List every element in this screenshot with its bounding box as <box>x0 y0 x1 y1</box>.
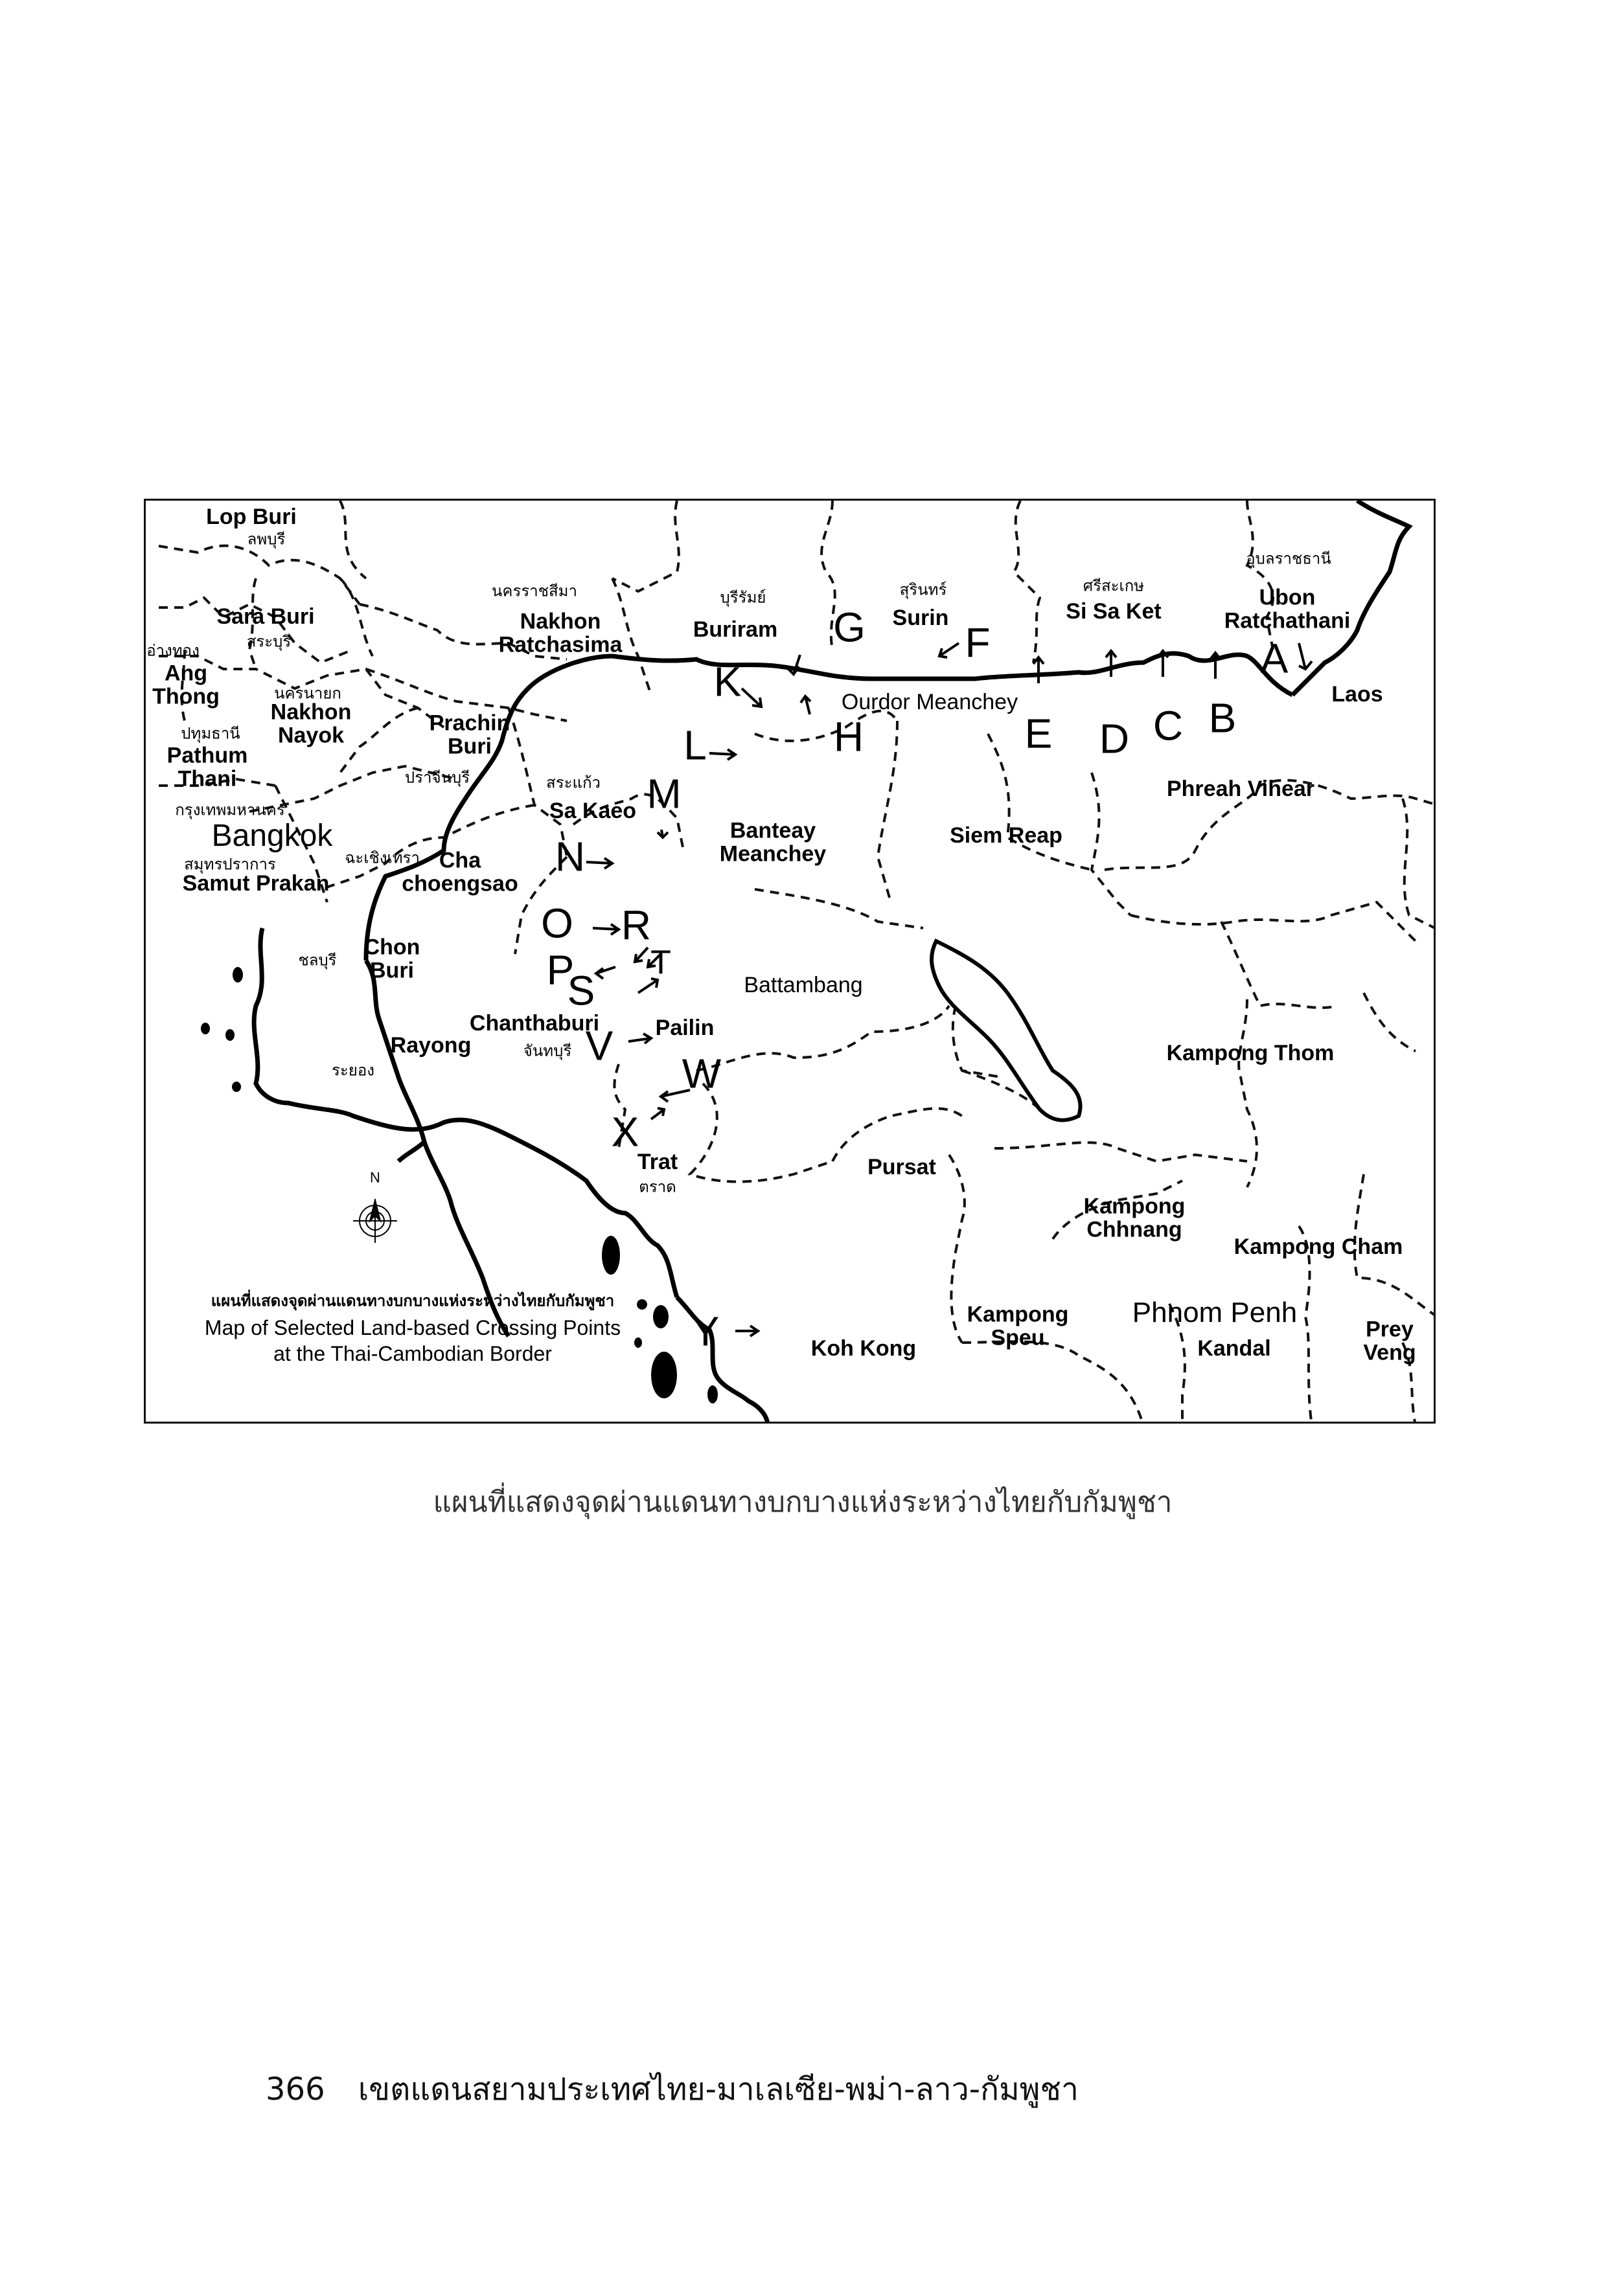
province-label-prey-veng: Prey Veng <box>1363 1317 1416 1365</box>
book-title: เขตแดนสยามประเทศไทย-มาเลเซีย-พม่า-ลาว-กัมพูชา <box>358 2071 1079 2108</box>
province-thai-rayong: ระยอง <box>332 1061 374 1080</box>
crossing-point-a: A <box>1260 635 1289 682</box>
province-label-battambang: Battambang <box>744 973 863 998</box>
compass-north-label: N <box>370 1169 380 1186</box>
province-label-pathum-thani: Pathum Thani <box>166 743 248 791</box>
crossing-point-w: W <box>682 1050 722 1097</box>
crossing-point-d: D <box>1099 715 1130 762</box>
crossing-point-b: B <box>1208 694 1237 742</box>
crossing-point-e: E <box>1024 710 1053 757</box>
province-label-siem-reap: Siem Reap <box>950 823 1062 848</box>
province-label-chanthaburi: Chanthaburi <box>469 1011 600 1036</box>
province-label-lop-buri: Lop Buri <box>206 505 297 530</box>
province-label-kampong-cham: Kampong Cham <box>1233 1234 1403 1260</box>
province-label-koh-kong: Koh Kong <box>810 1336 917 1361</box>
province-label-samut-prakan: Samut Prakan <box>182 871 330 896</box>
crossing-point-s: S <box>567 967 595 1014</box>
province-label-si-sa-ket: Si Sa Ket <box>1066 599 1162 624</box>
province-thai-nakhon-nayok: นครนายก <box>274 684 341 703</box>
province-thai-ang-thong: อ่างทอง <box>146 641 200 660</box>
province-thai-lop-buri: ลพบุรี <box>247 530 286 549</box>
page-footer <box>266 2065 1079 2114</box>
map-caption: แผนที่แสดงจุดผ่านแดนทางบกบางแห่งระหว่างไทยกับกัมพูชา <box>433 1486 1173 1519</box>
province-thai-buriram: บุรีรัมย์ <box>720 588 766 607</box>
compass-rose-icon <box>353 1199 397 1243</box>
crossing-point-y: Y <box>691 1308 720 1355</box>
province-label-pailin: Pailin <box>655 1016 715 1041</box>
province-label-ourdor-meanchey: Ourdor Meanchey <box>841 690 1018 715</box>
crossing-point-v: V <box>585 1022 614 1069</box>
legend-dot <box>637 1299 647 1310</box>
crossing-point-m: M <box>647 770 682 817</box>
province-thai-ubon-ratchathani: อุบลราชธานี <box>1246 549 1331 568</box>
crossing-point-r: R <box>621 902 652 949</box>
province-label-kampong-thom: Kampong Thom <box>1166 1041 1335 1066</box>
country-label-laos: Laos <box>1331 682 1383 707</box>
province-thai-chachoengsao: ฉะเชิงเทรา <box>345 848 420 867</box>
province-thai-pathum-thani: ปทุมธานี <box>181 724 240 743</box>
crossing-point-x: X <box>611 1108 639 1155</box>
province-boundaries <box>159 501 1436 1424</box>
province-thai-sa-kaeo: สระแก้ว <box>546 773 601 792</box>
province-label-bangkok: Bangkok <box>211 818 333 853</box>
crossing-point-n: N <box>555 833 586 880</box>
province-label-kandal: Kandal <box>1197 1336 1271 1361</box>
province-label-phreah-vihear: Phreah Vihear <box>1166 777 1315 802</box>
crossing-point-f: F <box>965 619 991 666</box>
crossing-point-k: K <box>713 658 742 705</box>
province-label-chachoengsao: Cha choengsao <box>402 848 518 896</box>
province-label-kampong-chhnang: Kampong Chhnang <box>1083 1194 1186 1242</box>
province-label-nakhon-ratchasima: Nakhon Ratchasima <box>498 609 623 657</box>
page-number: 366 <box>266 2071 325 2108</box>
crossing-point-t: T <box>650 944 671 982</box>
province-thai-trat: ตราด <box>639 1177 676 1196</box>
province-thai-chanthaburi: จันทบุรี <box>523 1041 572 1060</box>
province-thai-sara-buri: สระบุรี <box>246 632 292 651</box>
crossing-point-h: H <box>833 713 864 760</box>
province-label-trat: Trat <box>637 1150 678 1175</box>
crossing-point-o: O <box>541 900 573 947</box>
map-lines <box>146 501 1436 1424</box>
province-label-chon-buri: Chon Buri <box>363 935 420 983</box>
province-label-ubon-ratchathani: Ubon Ratchathani <box>1224 585 1351 633</box>
legend-title-english-line2: at the Thai-Cambodian Border <box>273 1342 552 1366</box>
province-thai-bangkok: กรุงเทพมหานคร <box>175 801 285 819</box>
province-label-surin: Surin <box>892 606 949 631</box>
province-label-phnom-penh: Phnom Penh <box>1132 1296 1298 1328</box>
crossing-point-l: L <box>683 722 707 769</box>
province-label-prachin-buri: Prachin Buri <box>429 710 510 758</box>
province-label-pursat: Pursat <box>867 1155 936 1180</box>
province-label-sa-kaeo: Sa Kaeo <box>549 799 637 824</box>
crossing-point-c: C <box>1153 702 1184 749</box>
crossing-point-g: G <box>833 604 866 651</box>
crossing-point-p: P <box>546 946 575 994</box>
legend-title-thai: แผนที่แสดงจุดผ่านแดนทางบกบางแห่งระหว่างไทยกับกัมพูชา <box>211 1291 615 1310</box>
legend-title-english-line1: Map of Selected Land-based Crossing Points <box>204 1316 621 1340</box>
province-label-rayong: Rayong <box>390 1033 472 1058</box>
province-label-sara-buri: Sara Buri <box>216 604 315 630</box>
border-crossing-map <box>144 499 1436 1424</box>
province-label-buriram: Buriram <box>693 617 778 642</box>
province-thai-surin: สุรินทร์ <box>899 580 947 599</box>
province-thai-prachin-buri: ปราจีนบุรี <box>404 768 470 787</box>
province-label-kampong-speu: Kampong Speu <box>967 1302 1069 1350</box>
province-thai-samut-prakan: สมุทรปราการ <box>184 855 276 874</box>
province-thai-nakhon-ratchasima: นครราชสีมา <box>492 582 577 600</box>
province-label-banteay-meanchey: Banteay Meanchey <box>719 818 827 866</box>
province-label-nakhon-nayok: Nakhon Nayok <box>270 699 352 747</box>
province-thai-chon-buri: ชลบุรี <box>298 951 337 970</box>
province-label-ang-thong: Ang Thong <box>152 661 220 709</box>
tonle-sap-lake <box>932 941 1081 1120</box>
province-thai-si-sa-ket: ศรีสะเกษ <box>1083 576 1145 595</box>
